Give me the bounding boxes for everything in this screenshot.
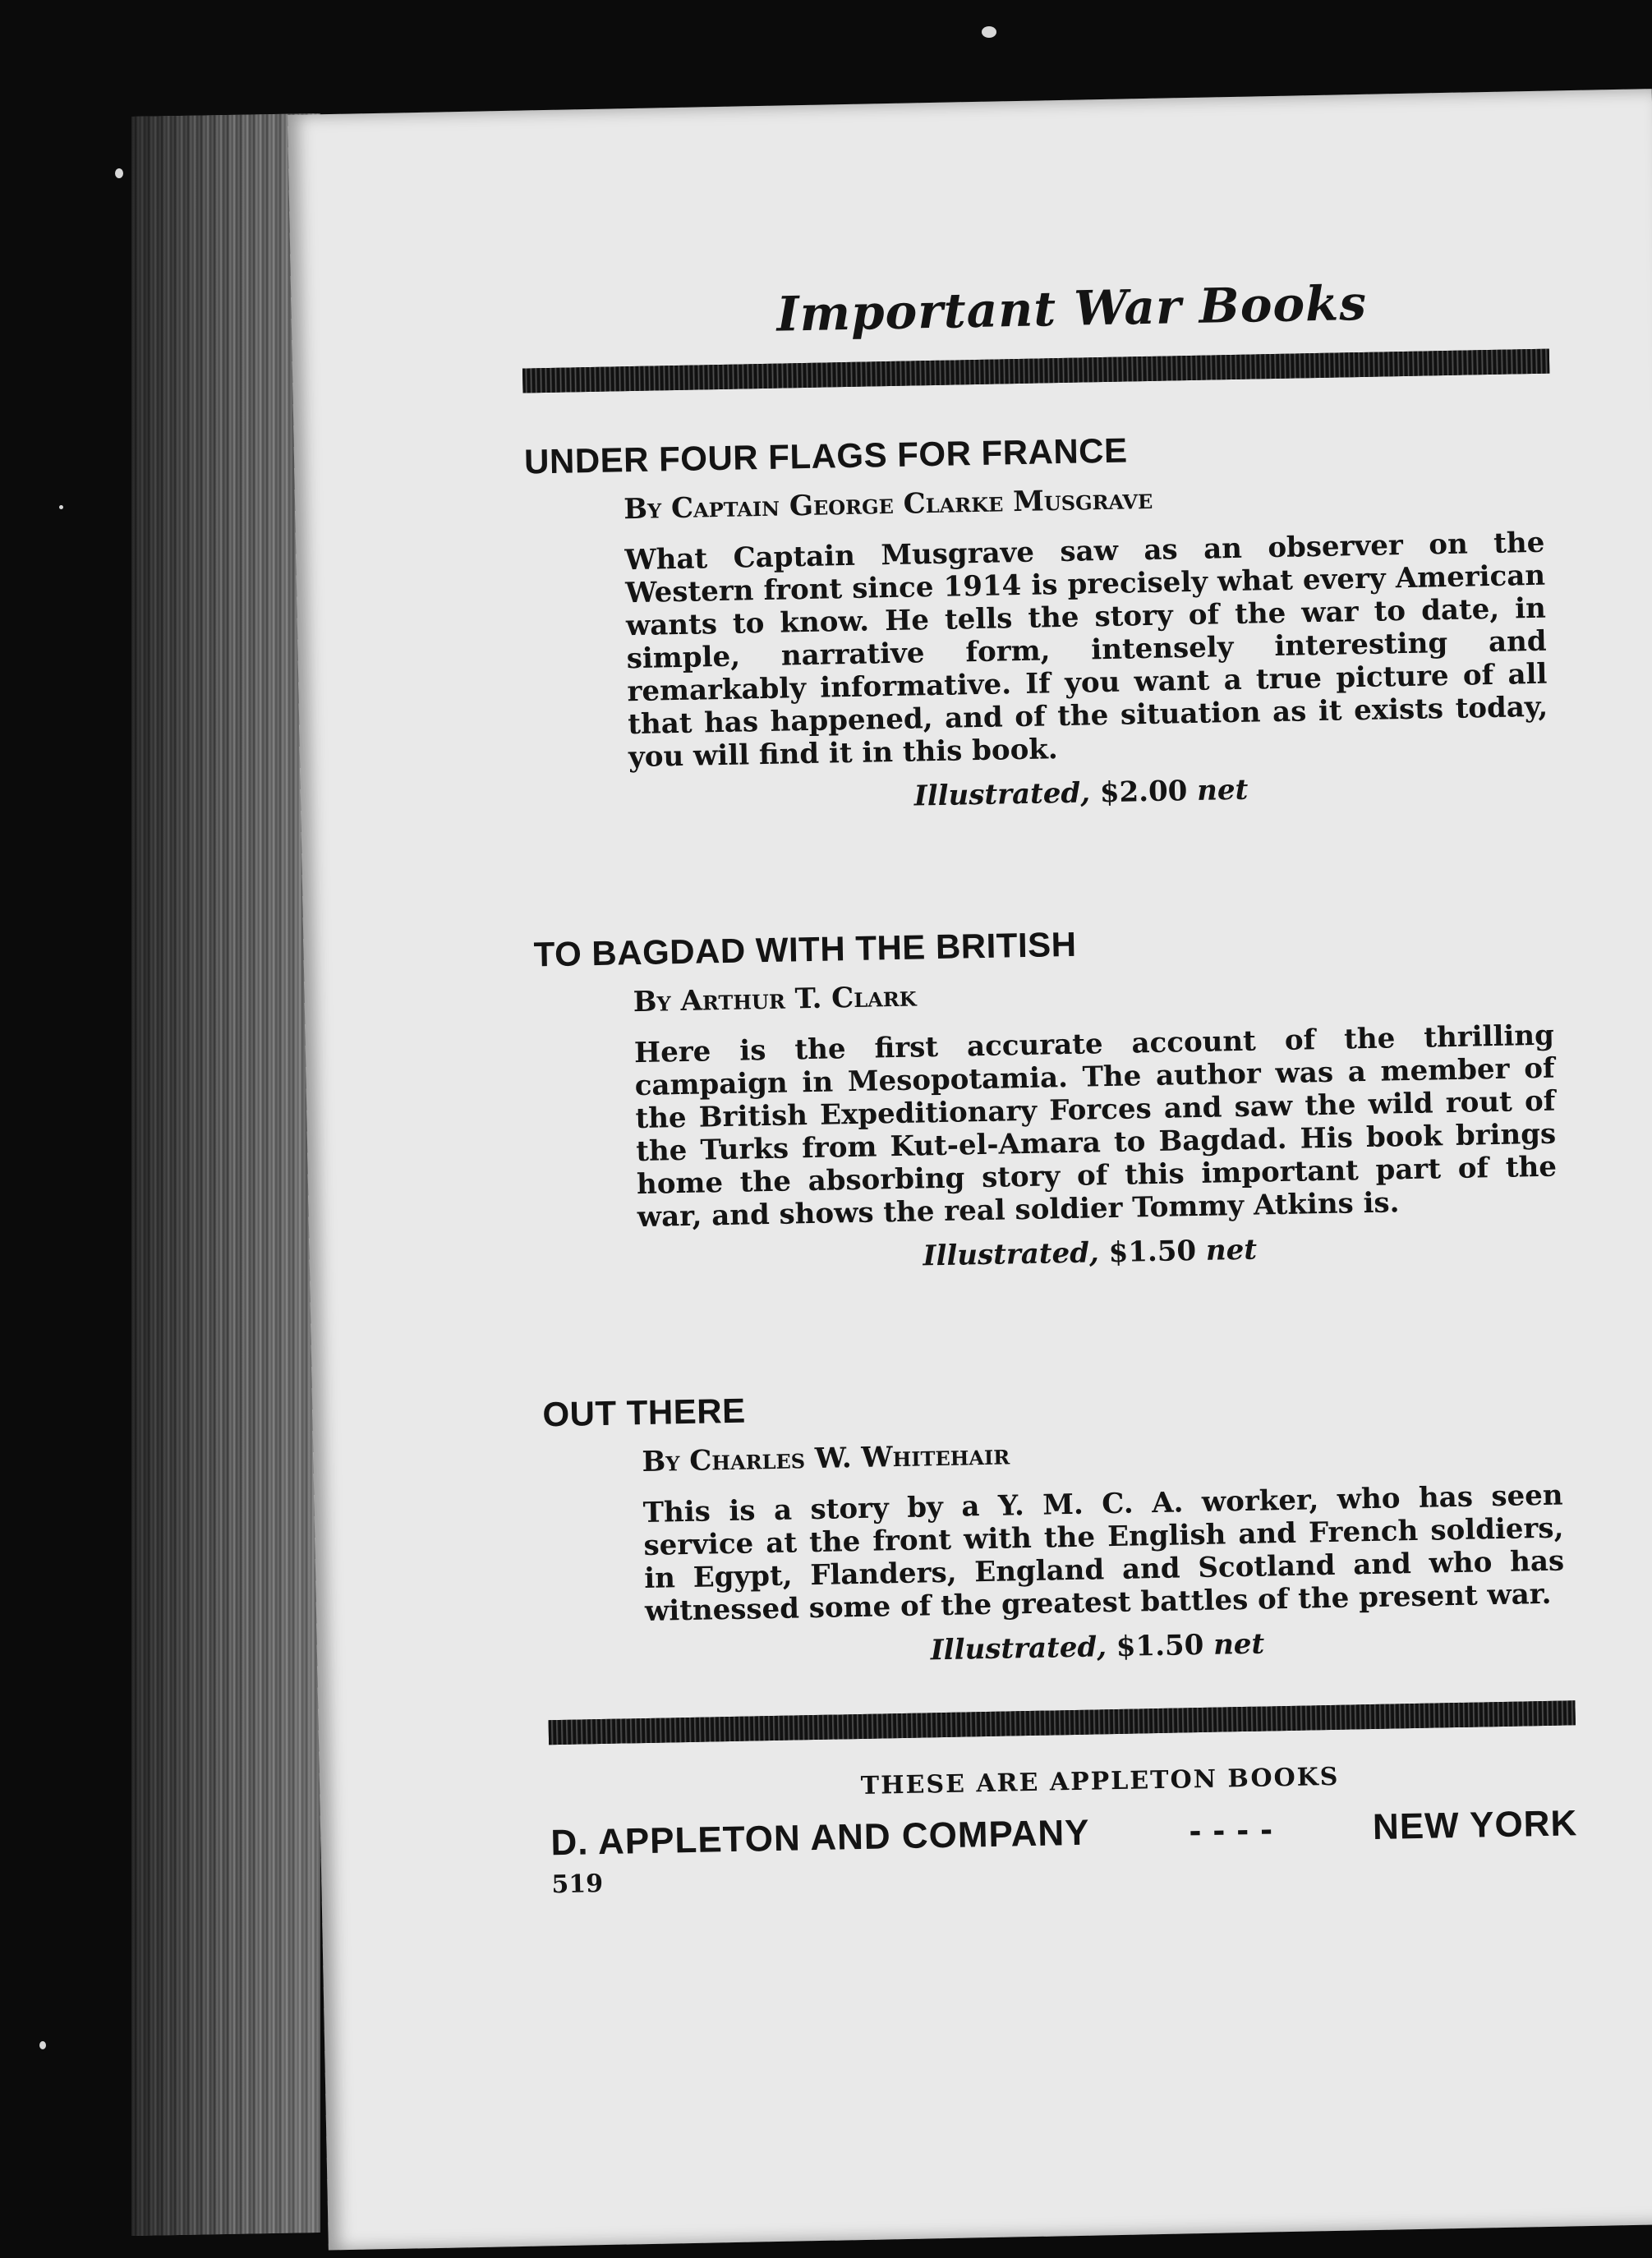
book-entry bbox=[524, 423, 1558, 821]
price-suffix: net bbox=[1196, 773, 1249, 807]
price-suffix: net bbox=[1213, 1627, 1265, 1662]
price-suffix: net bbox=[1205, 1233, 1258, 1267]
book-byline: By Captain George Clarke Musgrave bbox=[623, 482, 1153, 527]
book-byline: By Charles W. Whitehair bbox=[642, 1438, 1010, 1479]
book-title: UNDER FOUR FLAGS FOR FRANCE bbox=[523, 430, 1128, 481]
publisher-name: D. APPLETON AND COMPANY bbox=[550, 1812, 1090, 1864]
book-description: What Captain Musgrave saw as an observer on the Western front since 1914 is precisely what every American wants to know. He tells the story of the war to date, in simple, narrative form, intensely interesting and remarkably informative. If you want a true picture of all that has happened, and of the situation as it exists today, you will find it in this book. bbox=[624, 526, 1548, 775]
page-content bbox=[521, 272, 1578, 1900]
book-page bbox=[288, 89, 1652, 2250]
scan-speck bbox=[982, 26, 996, 38]
scan-speck bbox=[115, 168, 123, 178]
book-description: This is a story by a Y. M. C. A. worker, who has seen service at the front with the English and French soldiers, in Egypt, Flanders, England and Scotland and who has witnessed some of the greatest battles of the present war. bbox=[642, 1479, 1565, 1628]
price-label: Illustrated, bbox=[923, 1236, 1100, 1273]
book-entry bbox=[533, 915, 1567, 1280]
price-value: $2.00 bbox=[1099, 775, 1188, 810]
page-number: 519 bbox=[551, 1869, 604, 1900]
book-page-edges bbox=[131, 113, 320, 2236]
publisher-city: NEW YORK bbox=[1372, 1803, 1578, 1848]
price-value: $1.50 bbox=[1108, 1235, 1197, 1270]
scan-speck bbox=[39, 2041, 46, 2049]
book-entry bbox=[542, 1375, 1574, 1674]
tagline: THESE ARE APPLETON BOOKS bbox=[860, 1762, 1340, 1800]
book-price bbox=[531, 767, 1558, 820]
price-label: Illustrated, bbox=[913, 776, 1091, 813]
book-price bbox=[547, 1621, 1575, 1674]
bottom-rule bbox=[549, 1700, 1576, 1745]
scan-speck bbox=[59, 505, 63, 509]
top-rule bbox=[522, 349, 1549, 393]
price-value: $1.50 bbox=[1116, 1628, 1204, 1663]
book-byline: By Arthur T. Clark bbox=[633, 980, 917, 1019]
page-title: Important War Books bbox=[775, 274, 1368, 343]
book-title: OUT THERE bbox=[541, 1391, 747, 1434]
book-price bbox=[540, 1227, 1567, 1280]
book-title: TO BAGDAD WITH THE BRITISH bbox=[533, 924, 1077, 974]
publisher-separator: - - - - bbox=[1189, 1809, 1274, 1851]
book-description: Here is the first accurate account of the thrilling campaign in Mesopotamia. The author was a member of the British Expeditionary Forces and saw the wild rout of the Turks from Kut-el-Amara to Bagdad. His book brings home the absorbing story of this important part of the war, and shows the real soldier Tommy Atkins is. bbox=[633, 1019, 1558, 1235]
price-label: Illustrated, bbox=[930, 1630, 1107, 1667]
